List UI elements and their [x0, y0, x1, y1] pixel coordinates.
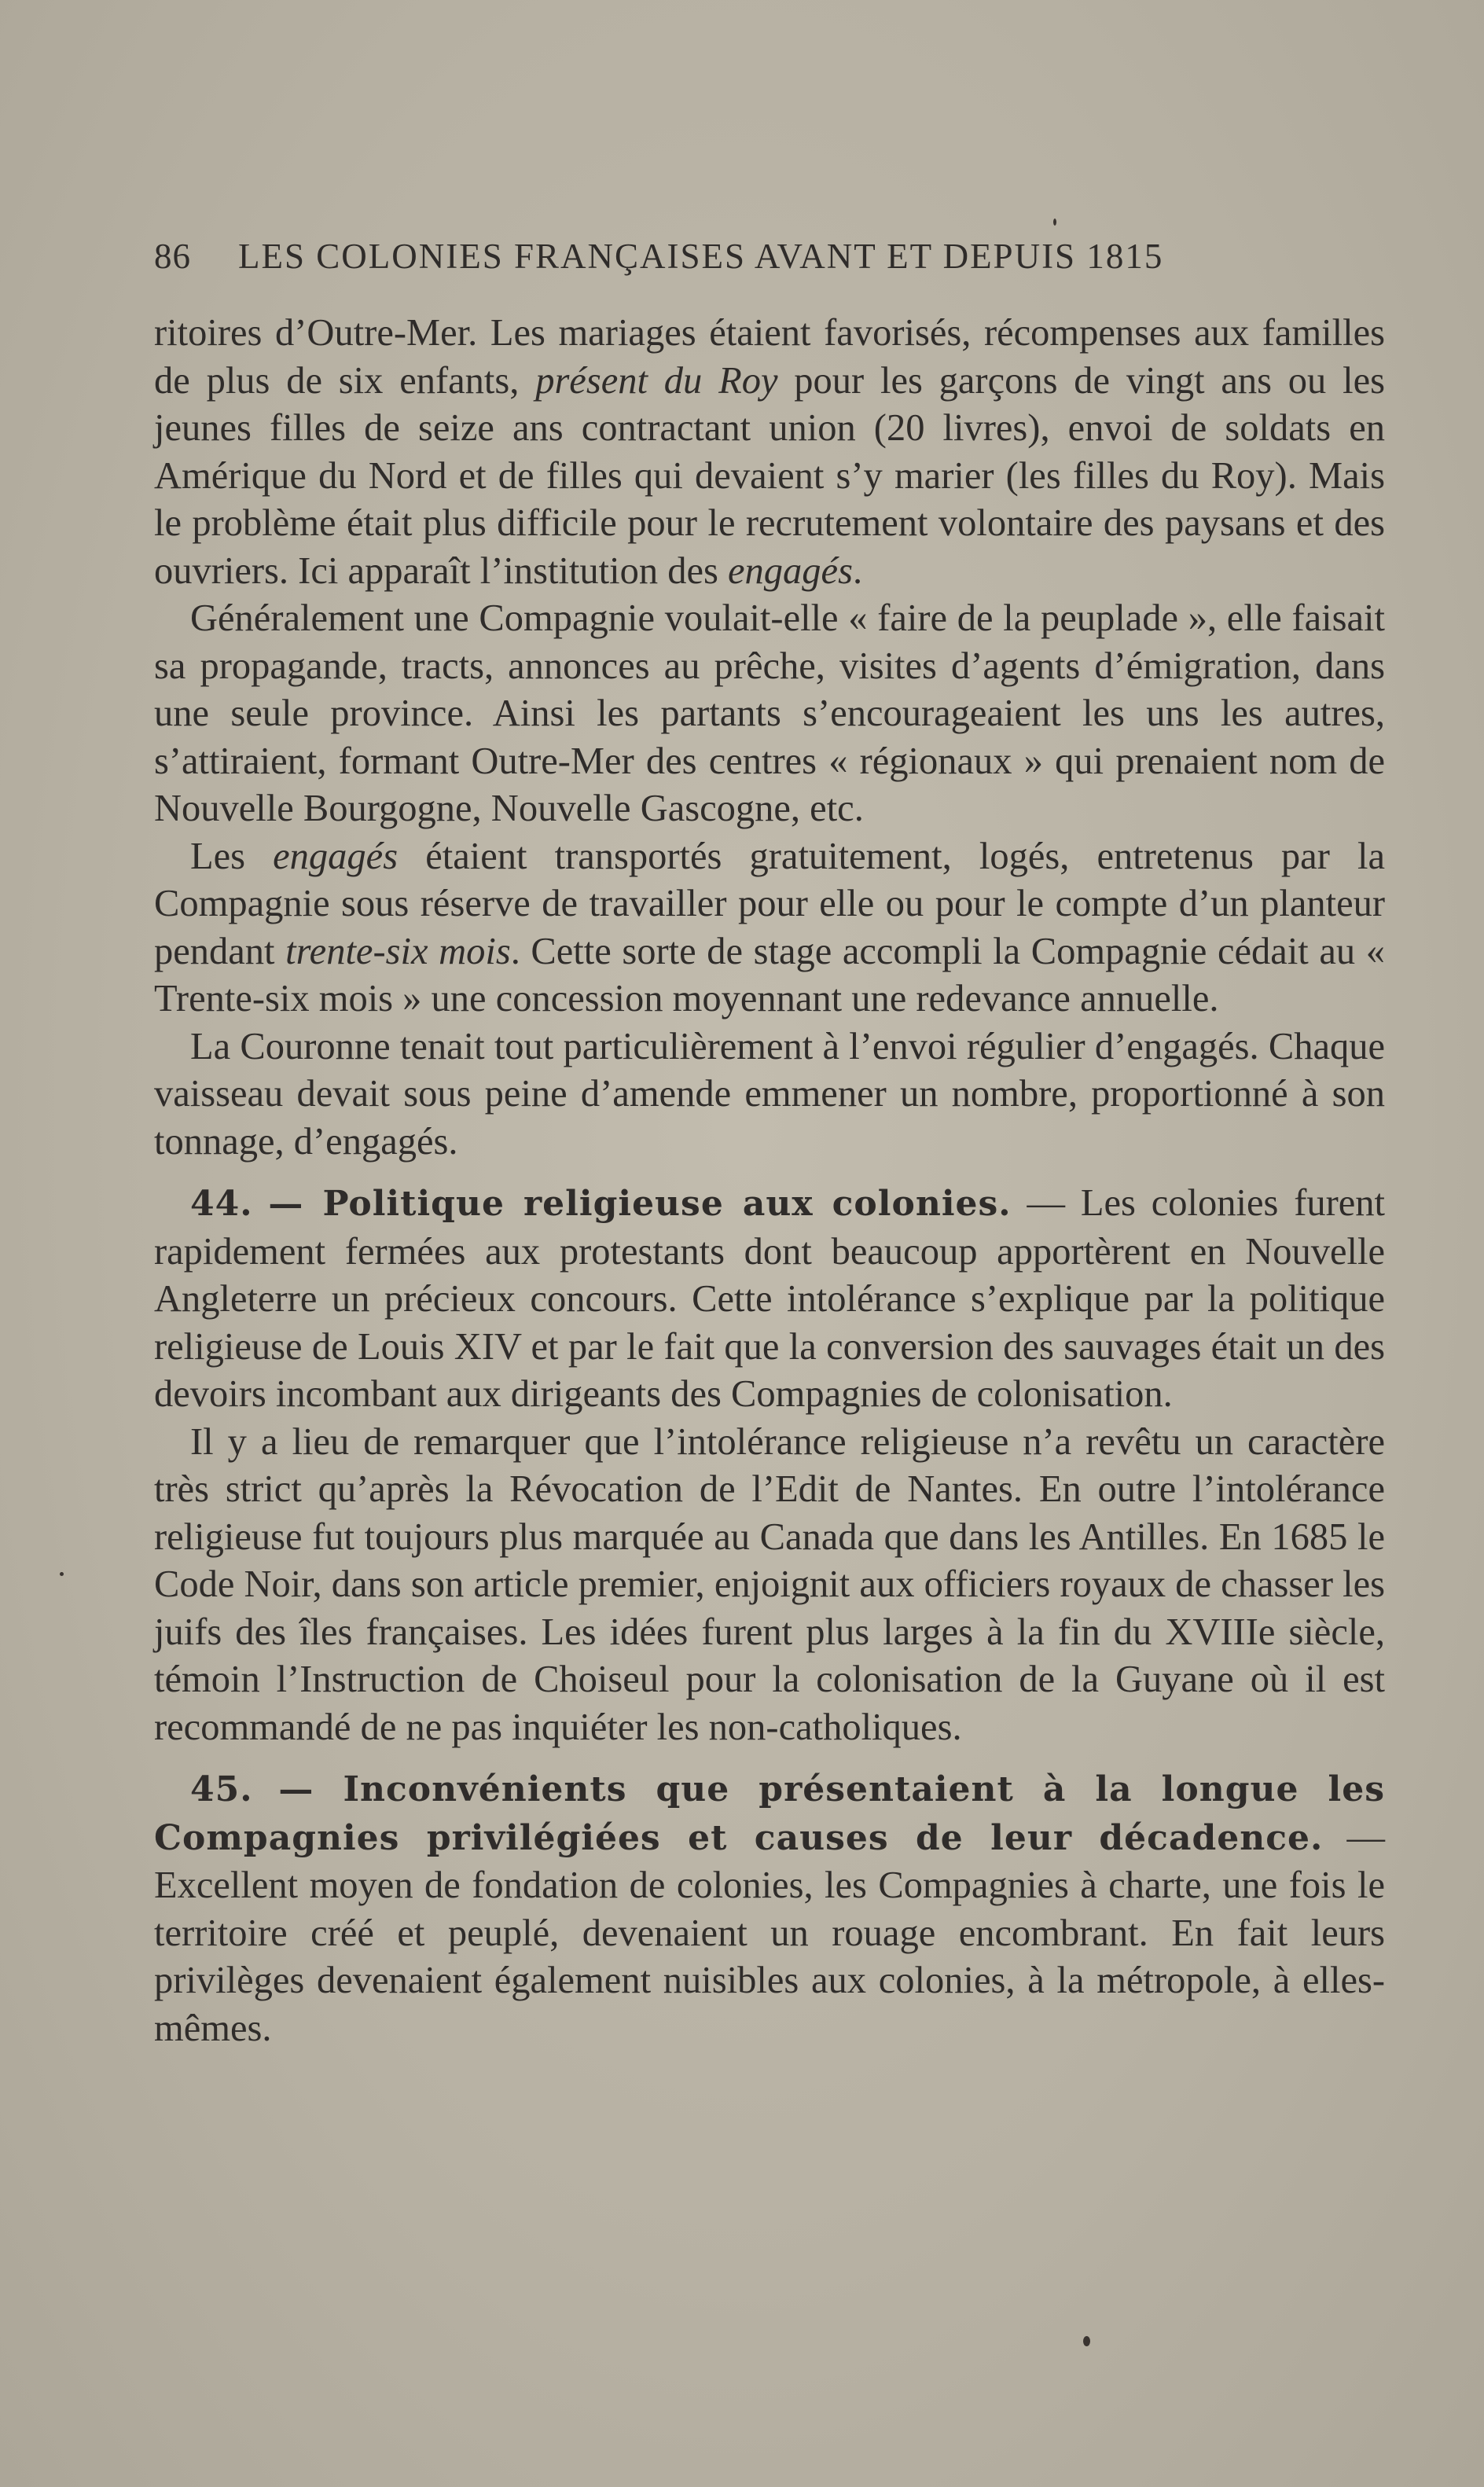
section-45: 45. — Inconvénients que présentaient à la longue les Compagnies privilégiées et causes de leur décadence. — Excellent moyen de fondation de colonies, les Compagnies à charte, une fois le territoire créé et peuplé, devenaient un rouage encombrant. En fait leurs privilèges devenaient également nuisibles aux colonies, à la métropole, à elles-mêmes. [154, 1769, 1385, 2049]
paragraph-peuplade: Généralement une Compagnie voulait-elle « faire de la peuplade », elle faisait sa propagande, tracts, annonces au prêche, visites d’agents d’émigration, dans une seule province. Ainsi les partants s’encourageaient les uns les autres, s’attiraient, formant Outre-Mer des centres « régionaux » qui prenaient nom de Nouvelle Bourgogne, Nouvelle Gascogne, etc. [154, 597, 1385, 829]
running-title: LES COLONIES FRANÇAISES AVANT ET DEPUIS 1815 [238, 237, 1164, 276]
paragraph-couronne: La Couronne tenait tout particulièrement à l’envoi régulier d’engagés. Chaque vaisseau devait sous peine d’amende emmener un nombre, proportionné à son tonnage, d’engagés. [154, 1025, 1385, 1163]
page-number: 86 [154, 237, 191, 276]
book-page [154, 236, 1385, 2052]
paragraph-intolerance: Il y a lieu de remarquer que l’intolérance religieuse n’a revêtu un caractère très strict qu’après la Révocation de l’Edit de Nantes. En outre l’intolérance religieuse fut toujours plus marquée au Canada que dans les Antilles. En 1685 le Code Noir, dans son article premier, enjoignit aux officiers royaux de chasser les juifs des îles françaises. Les idées furent plus larges à la fin du XVIIIe siècle, témoin l’Instruction de Choiseul pour la colonisation de la Guyane où il est recommandé de ne pas inquiéter les non-catholiques. [154, 1420, 1385, 1748]
paper-speck [1083, 2336, 1090, 2346]
paragraph-engages: Les engagés étaient transportés gratuitement, logés, entretenus par la Compagnie sous réserve de travailler pour elle ou pour le compte d’un planteur pendant trente-six mois. Cette sorte de stage accompli la Compagnie cédait au « Trente-six mois » une concession moyennant une redevance annuelle. [154, 835, 1385, 1019]
paper-speck [60, 1572, 64, 1576]
paragraph-continuation: ritoires d’Outre-Mer. Les mariages étaient favorisés, récompenses aux familles de plus de six enfants, présent du Roy pour les garçons de vingt ans ou les jeunes filles de seize ans contractant union (20 livres), envoi de soldats en Amérique du Nord et de filles qui devaient s’y marier (les filles du Roy). Mais le problème était plus difficile pour le recrutement volontaire des paysans et des ouvriers. Ici apparaît l’institution des engagés. [154, 312, 1385, 592]
section-title: — Inconvénients que présentaient à la longue les Compagnies privilégiées et causes de leur décadence. [154, 1769, 1385, 1858]
running-header [154, 236, 1385, 277]
section-title: — Politique religieuse aux colonies. [268, 1184, 1012, 1224]
section-number: 45. [190, 1769, 253, 1809]
section-44: 44. — Politique religieuse aux colonies. — Les colonies furent rapidement fermées aux protestants dont beaucoup apportèrent en Nouvelle Angleterre un précieux concours. Cette intolérance s’explique par la politique religieuse de Louis XIV et par le fait que la conversion des sauvages était un des devoirs incombant aux dirigeants des Compagnies de colonisation. [154, 1182, 1386, 1415]
section-number: 44. [190, 1184, 253, 1224]
paper-speck [1053, 219, 1056, 226]
